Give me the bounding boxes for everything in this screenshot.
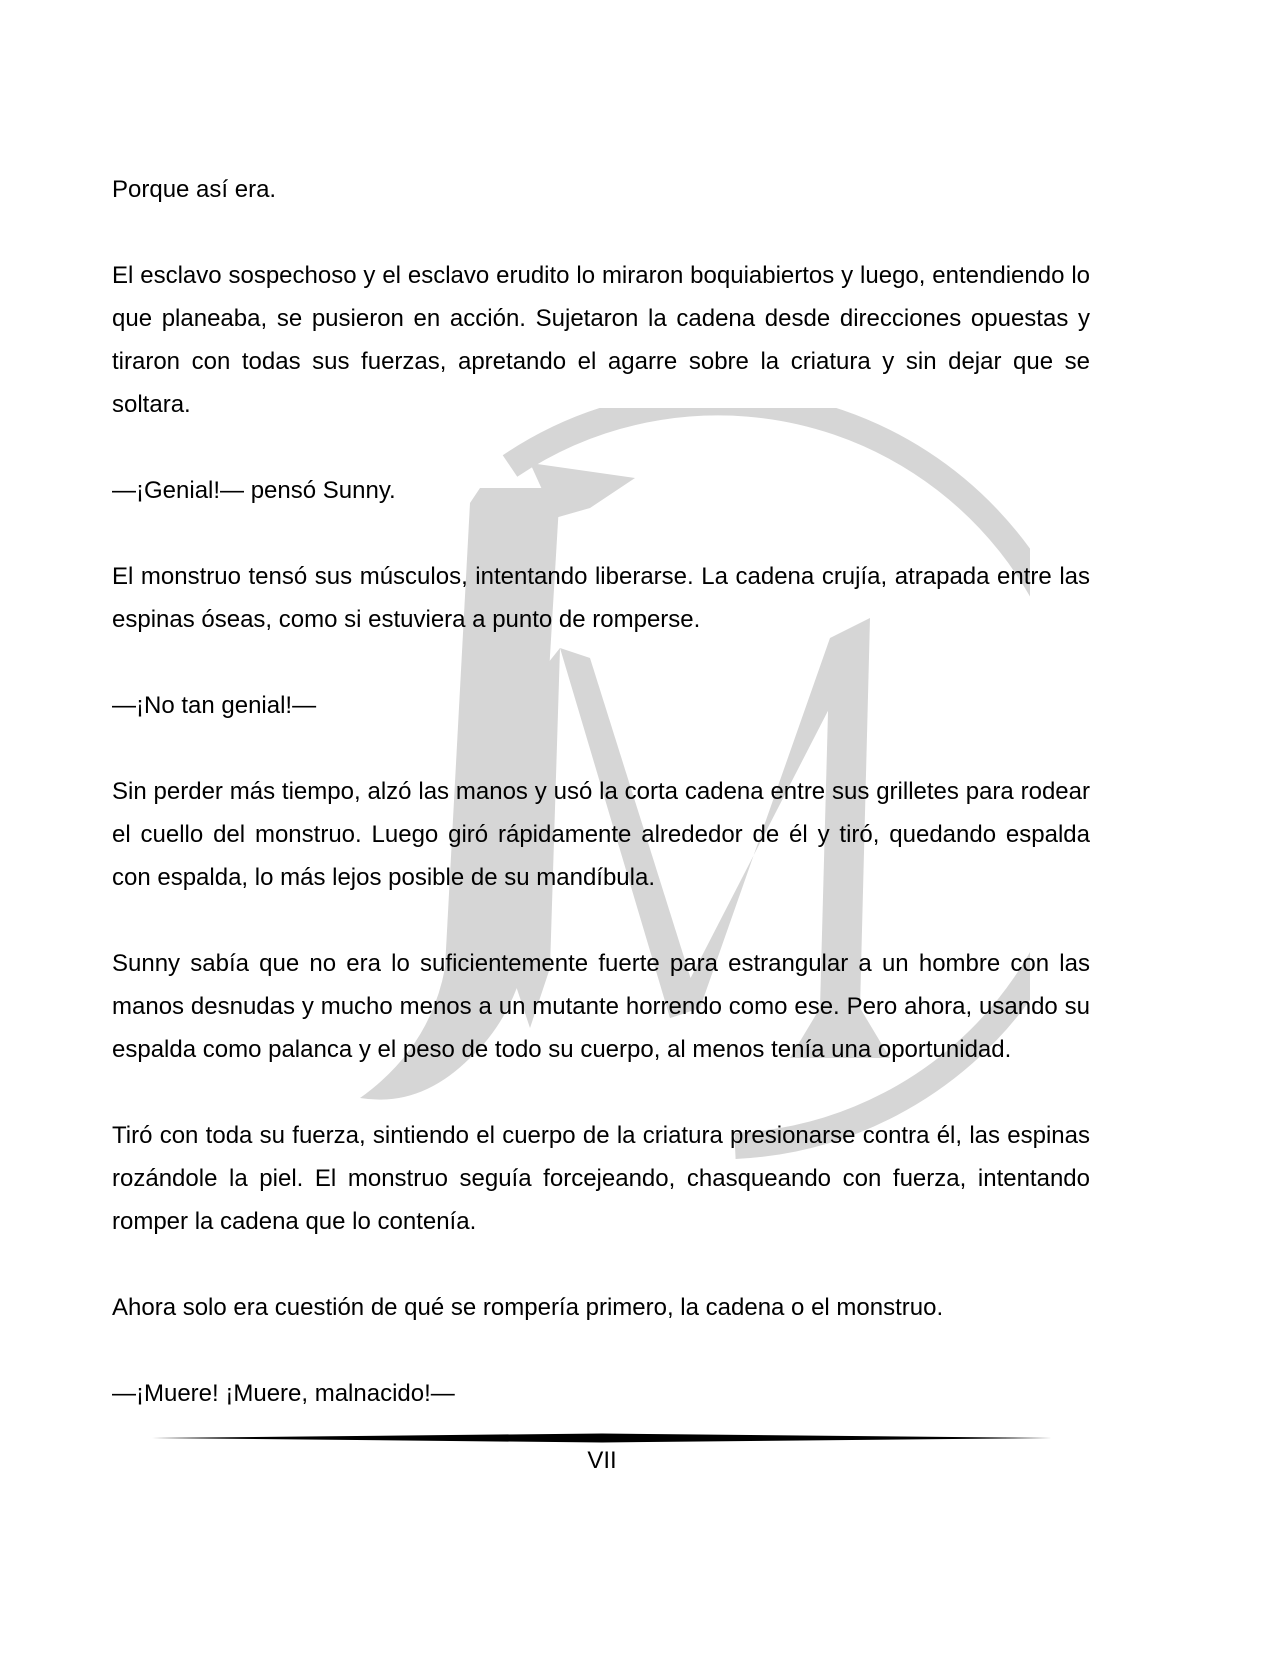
paragraph-6: Sin perder más tiempo, alzó las manos y usó la corta cadena entre sus grilletes para rodear el cuello del monstruo. Luego giró rápidamente alrededor de él y tiró, quedando espalda con espalda, lo más lejos posible de su mandíbula.	[112, 778, 1090, 891]
paragraph-9: Ahora solo era cuestión de qué se rompería primero, la cadena o el monstruo.	[112, 1294, 944, 1321]
footer-divider	[152, 1432, 1052, 1444]
paragraph-8: Tiró con toda su fuerza, sintiendo el cuerpo de la criatura presionarse contra él, las espinas rozándole la piel. El monstruo seguía forcejeando, chasqueando con fuerza, intentando romper la cadena que lo contenía.	[112, 1122, 1090, 1235]
paragraph-5: —¡No tan genial!—	[112, 692, 317, 719]
paragraph-7: Sunny sabía que no era lo suficientemente fuerte para estrangular a un hombre con las manos desnudas y mucho menos a un mutante horrendo como ese. Pero ahora, usando su espalda como palanca y el peso de todo su cuerpo, al menos tenía una oportunidad.	[112, 950, 1090, 1063]
paragraph-10: —¡Muere! ¡Muere, malnacido!—	[112, 1380, 455, 1407]
paragraph-4: El monstruo tensó sus músculos, intentando liberarse. La cadena crujía, atrapada entre las espinas óseas, como si estuviera a punto de romperse.	[112, 563, 1090, 633]
paragraph-2: El esclavo sospechoso y el esclavo erudito lo miraron boquiabiertos y luego, entendiendo lo que planeaba, se pusieron en acción. Sujetaron la cadena desde direcciones opuestas y tiraron con todas sus fuerzas, apretando el agarre sobre la criatura y sin dejar que se soltara.	[112, 262, 1090, 418]
paragraph-1: Porque así era.	[112, 176, 277, 203]
page-body	[112, 168, 1090, 1415]
page-number: VII	[587, 1447, 617, 1474]
paragraph-3: —¡Genial!— pensó Sunny.	[112, 477, 396, 504]
